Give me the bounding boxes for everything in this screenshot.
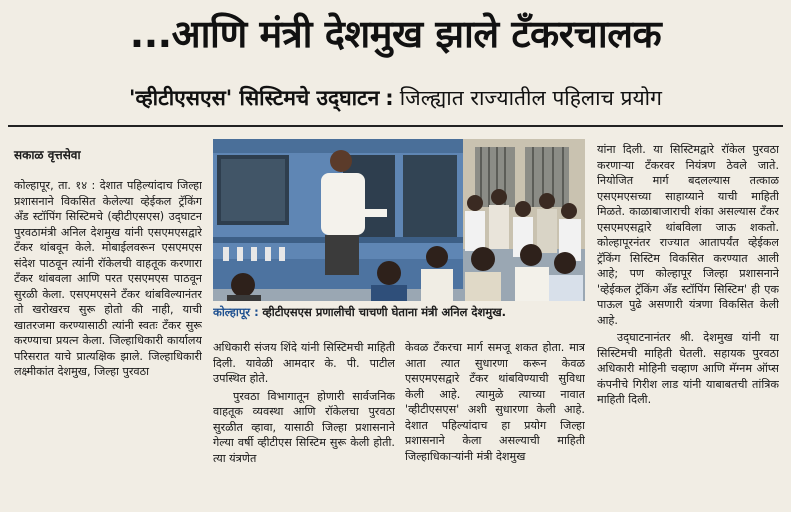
photo-caption: [213, 302, 585, 322]
headline: ...आणि मंत्री देशमुख झाले टँकरचालक: [129, 12, 662, 56]
subhead-tagline: जिल्ह्यात राज्यातील पहिलाच प्रयोग: [399, 86, 662, 110]
paragraph: अधिकारी संजय शिंदे यांनी सिस्टिमची माहिती दिली. यावेळी आमदार के. पी. पाटील उपस्थित होते.: [213, 341, 395, 385]
article-column-right: [597, 142, 779, 506]
subhead-separator: :: [385, 86, 394, 110]
subheadline: [0, 82, 791, 114]
paragraph: कोल्हापूर, ता. १४ : देशात पहिल्यांदाच जिल्हा प्रशासनाने विकसित केलेल्या व्हेईकल ट्रॅकिंग अँड स्टॉपिंग सिस्टिमचे (व्हीटीएसएस) उद्‌घाटन पुरवठामंत्री अनिल देशमुख यांनी एसएमएसद्वारे टँकर थांबवून केले. मोबाईलवरून एसएमएस संदेश पाठवून त्यांनी रॉकेलची वाहतूक करणारा टँकर थांबवला आणि परत एसएमएस पाठवून सुरळी केला. एसएमएसने टँकर थांबविल्यानंतर तो खरोखरच सुरू होतो की नाही, याची खातरजमा करण्यासाठी त्यांनी स्वतः टँकर सुरू करण्याचा प्रयत्न केला. जिल्हाधिकारी कार्यालय परिसरात याचे प्रात्यक्षिक झाले. जिल्हाधिकारी लक्ष्मीकांत देशमुख, जिल्हा पुरवठा: [14, 179, 202, 378]
header-rule: [8, 125, 783, 127]
news-photo: [213, 139, 585, 301]
caption-place: कोल्हापूर :: [213, 305, 259, 319]
paragraph: यांना दिली. या सिस्टिमद्वारे रॉकेल पुरवठा करणाऱ्या टँकरवर नियंत्रण ठेवले जाते. नियोजित मार्ग बदलल्यास तत्काळ एसएमएसच्या साहाय्याने याची माहिती मिळते. काळाबाजाराची शंका असल्यास टँकर एसएमएसद्वारे थांबविला जाऊ शकतो. कोल्हापूरनंतर राज्यात आतापर्यंत व्हेईकल ट्रॅकिंग सिस्टिम विकसित करण्यात आली आहे; पण कोल्हापूर जिल्हा प्रशासनाने 'व्हेईकल ट्रॅकिंग अँड स्टॉपिंग सिस्टिम' ही एक पाऊल पुढे असणारी यंत्रणा विकसित केली आहे.: [597, 143, 779, 327]
article-column-left: [14, 178, 202, 506]
caption-text: व्हीटीएसएस प्रणालीची चाचणी घेताना मंत्री अनिल देशमुख.: [262, 305, 507, 319]
photo-illustration: [213, 139, 585, 301]
article-column-middle-2: [405, 340, 585, 506]
subhead-title: 'व्हीटीएसएस' सिस्टिमचे उद्‌घाटन: [129, 86, 380, 110]
paragraph: पुरवठा विभागातून होणारी सार्वजनिक वाहतूक व्यवस्था आणि रॉकेलचा पुरवठा सुरळीत व्हावा, यासाठी जिल्हा प्रशासनाने गेल्या वर्षी व्हीटीएस सिस्टिम सुरू केली होती. त्या यंत्रणेत: [213, 389, 395, 465]
paragraph: केवळ टँकरचा मार्ग समजू शकत होता. मात्र आता त्यात सुधारणा करून केवळ एसएमएसद्वारे टँकर थांबविण्याची सुविधा केली आहे. त्यामुळे त्याच्या नावात 'व्हीटीएसएस' अशी सुधारणा केली आहे. देशात पहिल्यांदाच हा प्रयोग जिल्हा प्रशासनाने केला असल्याची माहिती जिल्हाधिकाऱ्यांनी मंत्री देशमुख: [405, 341, 585, 463]
paragraph: उद्‌घाटनानंतर श्री. देशमुख यांनी या सिस्टिमची माहिती घेतली. सहायक पुरवठा अधिकारी मोहिनी चव्हाण आणि मॅग्नम ऑप्स कंपनीचे गिरीश लाड यांनी याबाबतची तांत्रिक माहिती दिली.: [597, 331, 779, 406]
byline: सकाळ वृत्तसेवा: [14, 148, 81, 162]
article-column-middle-1: [213, 340, 395, 506]
